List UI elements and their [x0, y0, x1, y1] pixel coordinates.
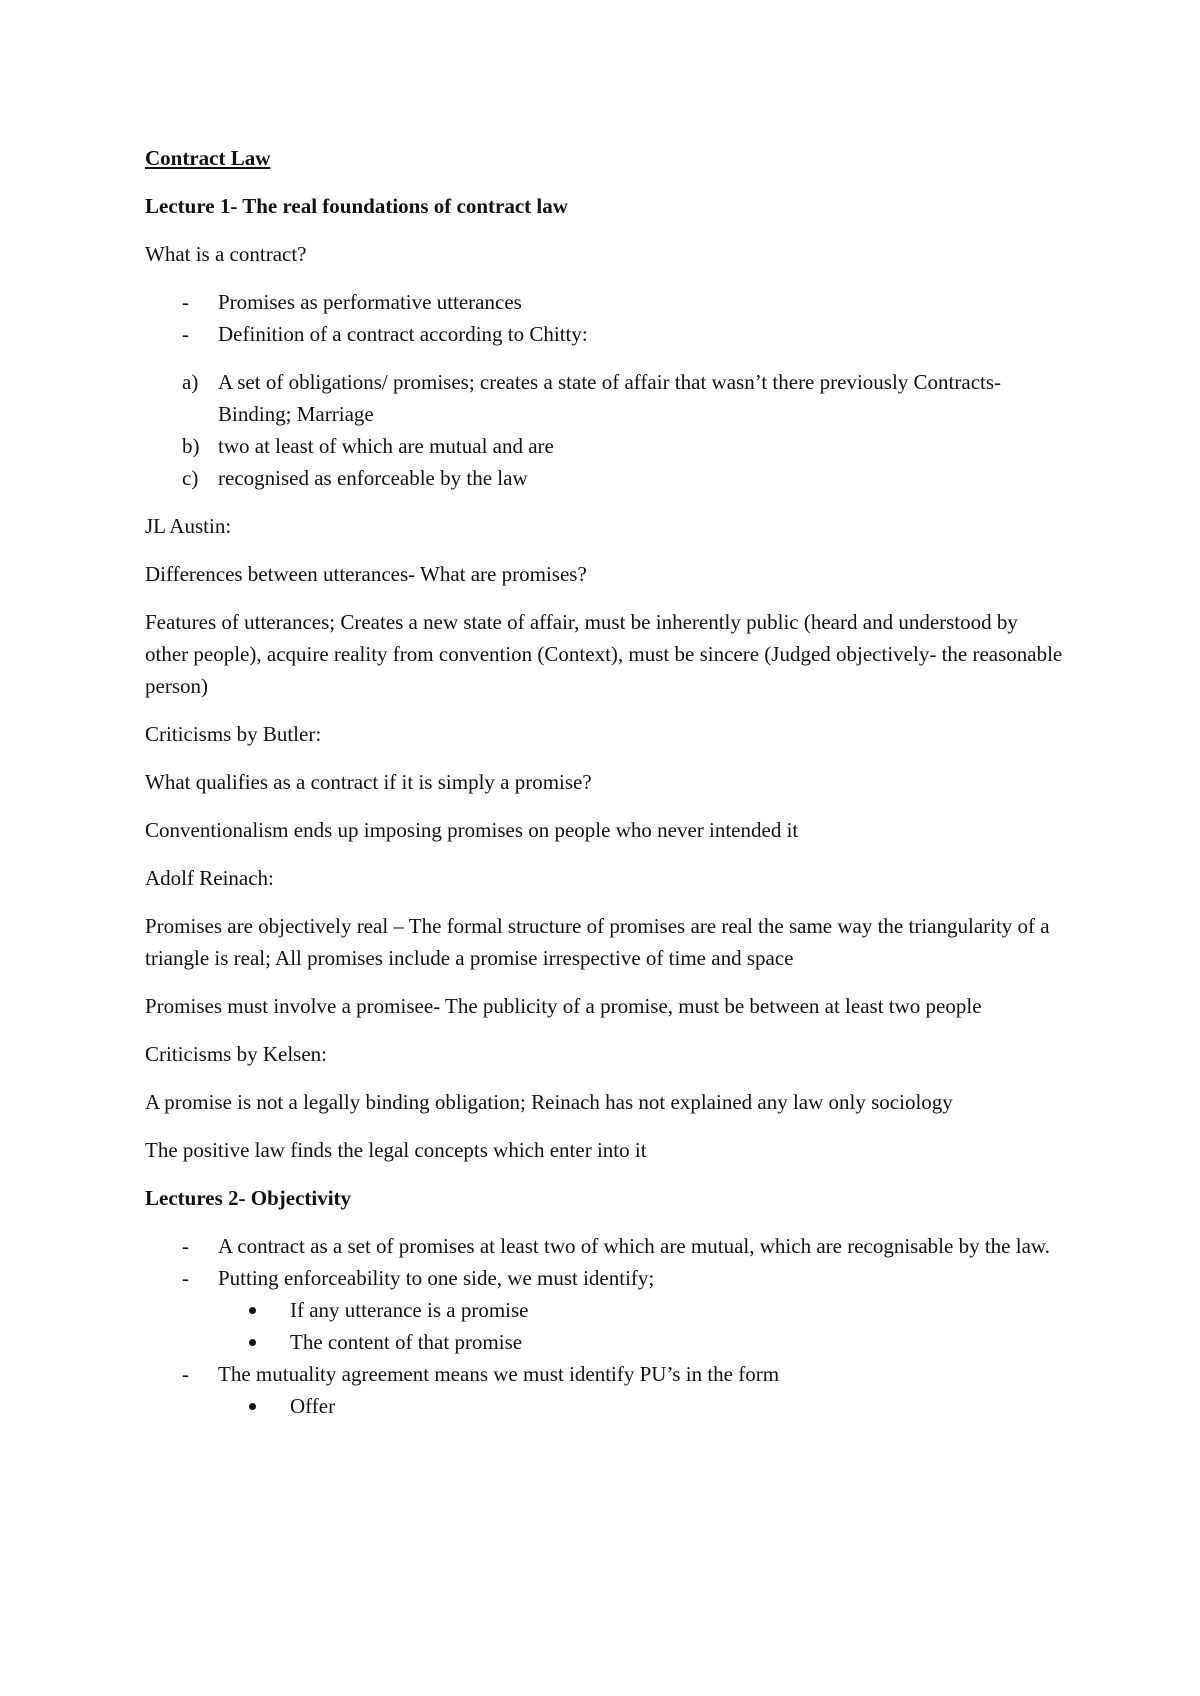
dash-marker: -	[182, 1362, 189, 1386]
bullet-item	[145, 1390, 1065, 1422]
paragraph: Adolf Reinach:	[145, 866, 274, 890]
dash-marker: -	[182, 290, 189, 314]
alpha-marker: c)	[182, 466, 199, 490]
list-item-text: The mutuality agreement means we must identify PU’s in the form	[218, 1362, 780, 1386]
list-item	[145, 318, 1065, 350]
list-item	[145, 286, 1065, 318]
list-item-text: Promises as performative utterances	[218, 290, 522, 314]
bullet-item-text: The content of that promise	[290, 1330, 523, 1354]
alpha-list	[145, 366, 1065, 494]
list-item-text: A contract as a set of promises at least two of which are mutual, which are recognisable by the law.	[218, 1234, 1050, 1258]
document-body	[145, 142, 1065, 1438]
paragraph: Criticisms by Kelsen:	[145, 1042, 327, 1066]
paragraph: The positive law finds the legal concepts which enter into it	[145, 1138, 647, 1162]
dash-marker: -	[182, 1234, 189, 1258]
list-item-text: two at least of which are mutual and are	[218, 434, 554, 458]
paragraph: Conventionalism ends up imposing promises on people who never intended it	[145, 818, 799, 842]
list-item-text: A set of obligations/ promises; creates a state of affair that wasn’t there previously Contracts- Binding; Marriage	[218, 370, 1002, 426]
paragraph: A promise is not a legally binding obligation; Reinach has not explained any law only sociology	[145, 1090, 953, 1114]
list-item	[145, 366, 1065, 430]
paragraph: What qualifies as a contract if it is simply a promise?	[145, 770, 592, 794]
lecture-1-heading: Lecture 1- The real foundations of contract law	[145, 194, 568, 218]
bullet-item	[145, 1294, 1065, 1326]
paragraph: Criticisms by Butler:	[145, 722, 322, 746]
paragraph: Promises must involve a promisee- The publicity of a promise, must be between at least two people	[145, 994, 982, 1018]
bullet-icon	[249, 1339, 256, 1346]
bullet-list	[218, 1390, 1065, 1422]
dash-marker: -	[182, 1266, 189, 1290]
bullet-item-text: If any utterance is a promise	[290, 1298, 529, 1322]
bullet-icon	[249, 1307, 256, 1314]
list-item	[145, 462, 1065, 494]
dash-list	[145, 286, 1065, 350]
paragraph: Differences between utterances- What are promises?	[145, 562, 587, 586]
list-item	[145, 430, 1065, 462]
bullet-item	[145, 1326, 1065, 1358]
paragraph: Promises are objectively real – The formal structure of promises are real the same way the triangularity of a triangle is real; All promises include a promise irrespective of time and space	[145, 914, 1050, 970]
alpha-marker: a)	[182, 370, 199, 394]
list-item-text: recognised as enforceable by the law	[218, 466, 528, 490]
alpha-marker: b)	[182, 434, 200, 458]
bullet-list	[218, 1294, 1065, 1358]
bullet-item-text: Offer	[290, 1394, 336, 1418]
list-item-text: Definition of a contract according to Chitty:	[218, 322, 588, 346]
paragraph: Features of utterances; Creates a new state of affair, must be inherently public (heard and understood by other people), acquire reality from convention (Context), must be sincere (Judged objectively- the reasonable person)	[145, 610, 1063, 698]
list-item	[145, 1230, 1065, 1262]
list-item	[145, 1262, 1065, 1358]
list-item-text: Putting enforceability to one side, we must identify;	[218, 1266, 655, 1290]
paragraph: What is a contract?	[145, 242, 307, 266]
dash-list	[145, 1230, 1065, 1422]
list-item	[145, 1358, 1065, 1422]
paragraph: JL Austin:	[145, 514, 232, 538]
dash-marker: -	[182, 322, 189, 346]
bullet-icon	[249, 1403, 256, 1410]
lecture-2-heading: Lectures 2- Objectivity	[145, 1186, 352, 1210]
document-title: Contract Law	[145, 146, 271, 170]
